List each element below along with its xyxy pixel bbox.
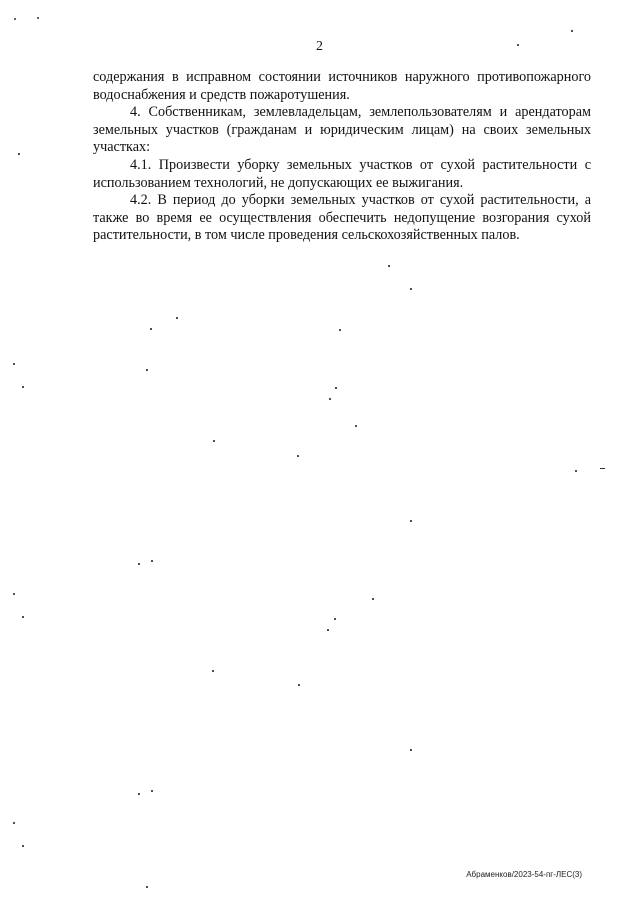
- scan-speck: [213, 440, 215, 442]
- scan-speck: [297, 455, 299, 457]
- paragraph-continuation: содержания в исправном состоянии источников наружного противопожарного водоснабжения и средств пожаротушения.: [93, 69, 591, 103]
- scan-speck: [575, 470, 577, 472]
- paragraph-item-4: 4. Собственникам, землевладельцам, землепользователям и арендаторам земельных участков (гражданам и юридическим лицам) на своих земельных участках:: [93, 104, 591, 156]
- scan-speck: [339, 329, 341, 331]
- document-footer-code: Абраменков/2023-54-пг-ЛЕС(3): [466, 870, 582, 879]
- scan-speck: [18, 153, 20, 155]
- scan-speck: [151, 560, 153, 562]
- scan-speck: [22, 616, 24, 618]
- scan-speck: [13, 363, 15, 365]
- scan-speck: [410, 749, 412, 751]
- scan-speck: [138, 563, 140, 565]
- scan-speck: [37, 17, 39, 19]
- scan-speck: [327, 629, 329, 631]
- scan-speck: [151, 790, 153, 792]
- scan-speck: [212, 670, 214, 672]
- paragraph-item-4-2: 4.2. В период до уборки земельных участков от сухой растительности, а также во время ее осуществления обеспечить недопущение возгорания сухой растительности, в том числе проведения сельскохозяйственных палов.: [93, 192, 591, 244]
- scan-speck: [150, 328, 152, 330]
- scan-speck: [14, 18, 16, 20]
- scan-speck: [410, 520, 412, 522]
- scan-speck: [600, 468, 605, 469]
- scan-speck: [22, 386, 24, 388]
- scan-speck: [146, 886, 148, 888]
- scan-speck: [22, 845, 24, 847]
- scan-speck: [298, 684, 300, 686]
- scan-speck: [13, 593, 15, 595]
- scan-speck: [138, 793, 140, 795]
- page-number: 2: [316, 39, 323, 54]
- document-body: [93, 69, 591, 245]
- scan-speck: [329, 398, 331, 400]
- scan-speck: [146, 369, 148, 371]
- scan-speck: [13, 822, 15, 824]
- scan-speck: [571, 30, 573, 32]
- scan-speck: [176, 317, 178, 319]
- scan-speck: [410, 288, 412, 290]
- scan-speck: [334, 618, 336, 620]
- scan-speck: [355, 425, 357, 427]
- scan-speck: [388, 265, 390, 267]
- scan-speck: [372, 598, 374, 600]
- scan-speck: [335, 387, 337, 389]
- paragraph-item-4-1: 4.1. Произвести уборку земельных участков от сухой растительности с использованием технологий, не допускающих ее выжигания.: [93, 156, 591, 191]
- scan-speck: [517, 44, 519, 46]
